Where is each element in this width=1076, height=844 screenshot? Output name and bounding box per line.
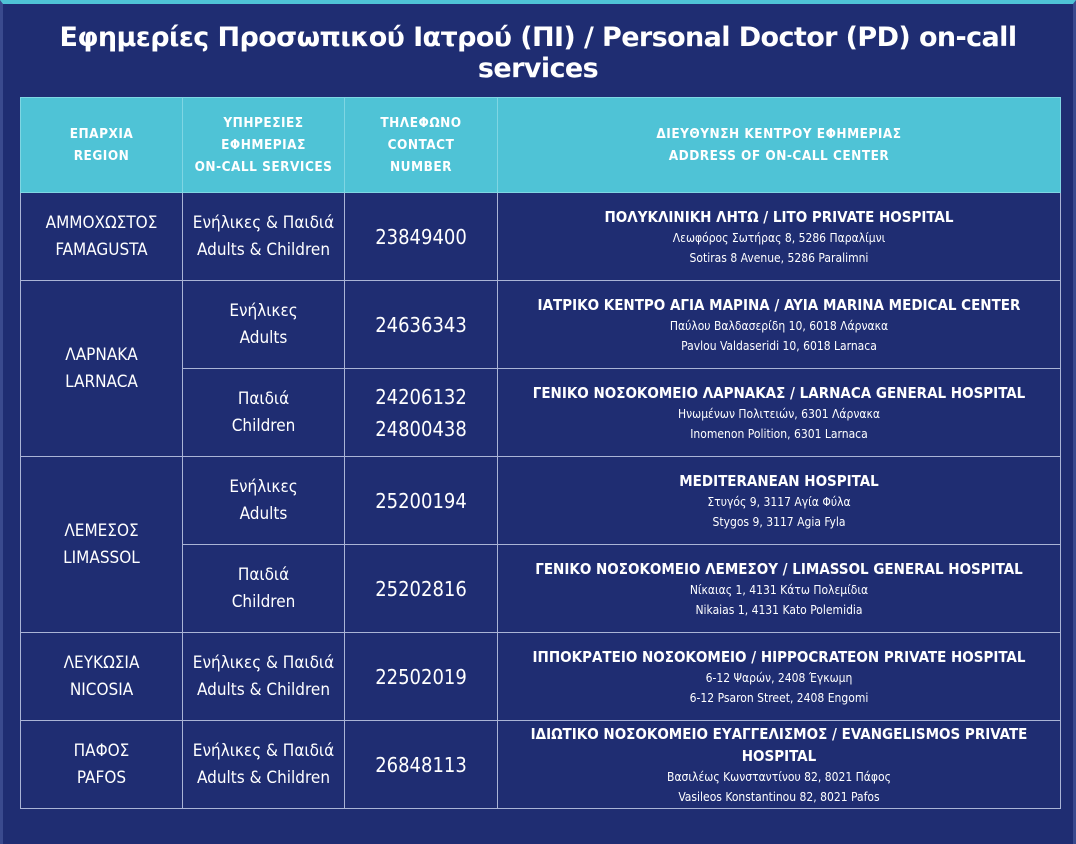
address-greek: 6-12 Ψαρών, 2408 Έγκωμη: [705, 670, 853, 685]
address-greek: Στυγός 9, 3117 Αγία Φύλα: [707, 494, 851, 509]
address-greek: Βασιλέως Κωνσταντίνου 82, 8021 Πάφος: [667, 769, 891, 784]
address-english: Nikaias 1, 4131 Kato Polemidia: [695, 602, 863, 617]
hospital-name: ΙΠΠΟΚΡΑΤΕΙΟ ΝΟΣΟΚΟΜΕΙΟ / HIPPOCRATEON PRIVATE HOSPITAL: [532, 647, 1026, 666]
table-row: [21, 281, 1061, 369]
address-english: Sotiras 8 Avenue, 5286 Paralimni: [689, 250, 869, 265]
address-english: Inomenon Polition, 6301 Larnaca: [690, 426, 868, 441]
phone-cell: 24636343: [345, 281, 498, 369]
hospital-name: ΠΟΛΥΚΛΙΝΙΚΗ ΛΗΤΩ / LITO PRIVATE HOSPITAL: [604, 207, 954, 226]
header-address: ΔΙΕΥΘΥΝΣΗ ΚΕΝΤΡΟΥ ΕΦΗΜΕΡΙΑΣ ADDRESS OF ON-CALL CENTER: [498, 98, 1061, 193]
region-pafos: ΠΑΦΟΣ PAFOS: [21, 721, 183, 809]
address-cell: [498, 369, 1061, 457]
address-greek: Λεωφόρος Σωτήρας 8, 5286 Παραλίμνι: [672, 230, 886, 245]
address-greek: Ηνωμένων Πολιτειών, 6301 Λάρνακα: [678, 406, 880, 421]
address-cell: [498, 545, 1061, 633]
services-cell: Ενήλικες & Παιδιά Adults & Children: [183, 193, 345, 281]
address-greek: Νίκαιας 1, 4131 Κάτω Πολεμίδια: [689, 582, 869, 597]
region-nicosia: ΛΕΥΚΩΣΙΑ NICOSIA: [21, 633, 183, 721]
services-cell: Ενήλικες & Παιδιά Adults & Children: [183, 633, 345, 721]
address-cell: [498, 281, 1061, 369]
hospital-name: ΙΔΙΩΤΙΚΟ ΝΟΣΟΚΟΜΕΙΟ ΕΥΑΓΓΕΛΙΣΜΟΣ / EVANGELISMOS PRIVATE HOSPITAL: [530, 724, 1028, 765]
table-row: [21, 193, 1061, 281]
header-region: ΕΠΑΡΧΙΑ REGION: [21, 98, 183, 193]
address-cell: [498, 721, 1061, 809]
services-cell: Ενήλικες & Παιδιά Adults & Children: [183, 721, 345, 809]
services-cell: Παιδιά Children: [183, 369, 345, 457]
region-larnaca: ΛΑΡΝΑΚΑ LARNACA: [21, 281, 183, 457]
header-phone: ΤΗΛΕΦΩΝΟ CONTACT NUMBER: [345, 98, 498, 193]
hospital-name: MEDITERANEAN HOSPITAL: [679, 471, 879, 490]
phone-cell: 26848113: [345, 721, 498, 809]
table-row: [21, 721, 1061, 809]
table-header-row: [21, 98, 1061, 193]
address-english: Pavlou Valdaseridi 10, 6018 Larnaca: [681, 338, 877, 353]
address-cell: [498, 193, 1061, 281]
table-row: [21, 457, 1061, 545]
address-english: Vasileos Konstantinou 82, 8021 Pafos: [678, 789, 880, 804]
phone-cell: 25202816: [345, 545, 498, 633]
address-cell: [498, 633, 1061, 721]
services-cell: Ενήλικες Adults: [183, 457, 345, 545]
on-call-table: [20, 97, 1061, 809]
address-greek: Παύλου Βαλδασερίδη 10, 6018 Λάρνακα: [669, 318, 889, 333]
services-cell: Παιδιά Children: [183, 545, 345, 633]
phone-cell: 25200194: [345, 457, 498, 545]
region-famagusta: ΑΜΜΟΧΩΣΤΟΣ FAMAGUSTA: [21, 193, 183, 281]
phone-cell: 22502019: [345, 633, 498, 721]
phone-cell: 23849400: [345, 193, 498, 281]
header-services: ΥΠΗΡΕΣΙΕΣ ΕΦΗΜΕΡΙΑΣ ON-CALL SERVICES: [183, 98, 345, 193]
services-cell: Ενήλικες Adults: [183, 281, 345, 369]
hospital-name: ΙΑΤΡΙΚΟ ΚΕΝΤΡΟ ΑΓΙΑ ΜΑΡΙΝΑ / AYIA MARINA MEDICAL CENTER: [537, 295, 1021, 314]
phone-cell: 24206132 24800438: [345, 369, 498, 457]
hospital-name: ΓΕΝΙΚΟ ΝΟΣΟΚΟΜΕΙΟ ΛΕΜΕΣΟΥ / LIMASSOL GENERAL HOSPITAL: [535, 559, 1023, 578]
page-title: Εφημερίες Προσωπικού Ιατρού (ΠΙ) / Personal Doctor (PD) on-call services: [59, 22, 1017, 84]
address-english: Stygos 9, 3117 Agia Fyla: [712, 514, 846, 529]
address-english: 6-12 Psaron Street, 2408 Engomi: [689, 690, 869, 705]
region-limassol: ΛΕΜΕΣΟΣ LIMASSOL: [21, 457, 183, 633]
hospital-name: ΓΕΝΙΚΟ ΝΟΣΟΚΟΜΕΙΟ ΛΑΡΝΑΚΑΣ / LARNACA GENERAL HOSPITAL: [532, 383, 1026, 402]
table-row: [21, 633, 1061, 721]
address-cell: [498, 457, 1061, 545]
